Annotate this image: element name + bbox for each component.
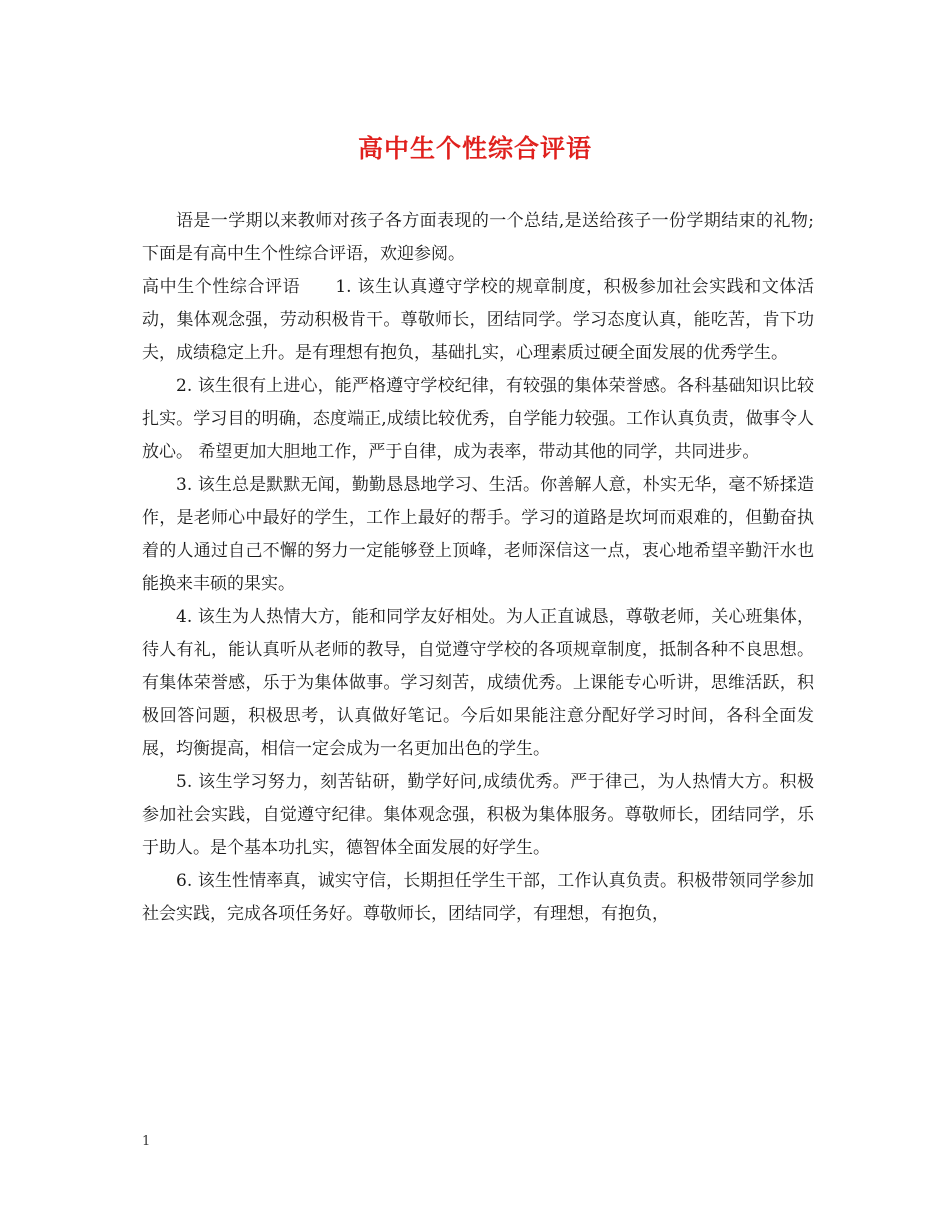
document-body (142, 205, 814, 931)
comment-paragraph-1: 高中生个性综合评语 1. 该生认真遵守学校的规章制度，积极参加社会实践和文体活动，集体观念强，劳动积极肯干。尊敬师长，团结同学。学习态度认真，能吃苦，肯下功夫，成绩稳定上升。是有理想有抱负，基础扎实，心理素质过硬全面发展的优秀学生。 (142, 277, 814, 363)
comment-paragraph-3: 3. 该生总是默默无闻，勤勤恳恳地学习、生活。你善解人意，朴实无华，毫不矫揉造作，是老师心中最好的学生，工作上最好的帮手。学习的道路是坎坷而艰难的，但勤奋执着的人通过自己不懈的努力一定能够登上顶峰，老师深信这一点，衷心地希望辛勤汗水也能换来丰硕的果实。 (142, 475, 814, 594)
intro-paragraph: 语是一学期以来教师对孩子各方面表现的一个总结,是送给孩子一份学期结束的礼物;下面是有高中生个性综合评语，欢迎参阅。 (142, 211, 814, 264)
comment-paragraph-4: 4. 该生为人热情大方，能和同学友好相处。为人正直诚恳，尊敬老师，关心班集体，待人有礼，能认真听从老师的教导，自觉遵守学校的各项规章制度，抵制各种不良思想。有集体荣誉感，乐于为集体做事。学习刻苦，成绩优秀。上课能专心听讲，思维活跃，积极回答问题，积极思考，认真做好笔记。今后如果能注意分配好学习时间，各科全面发展，均衡提高，相信一定会成为一名更加出色的学生。 (142, 607, 814, 759)
document-title: 高中生个性综合评语 (357, 134, 592, 163)
comment-paragraph-5: 5. 该生学习努力，刻苦钻研，勤学好问,成绩优秀。严于律己，为人热情大方。积极参加社会实践，自觉遵守纪律。集体观念强，积极为集体服务。尊敬师长，团结同学，乐于助人。是个基本功扎实，德智体全面发展的好学生。 (142, 772, 814, 858)
page-number: 1 (142, 1134, 151, 1149)
comment-paragraph-6: 6. 该生性情率真，诚实守信，长期担任学生干部，工作认真负责。积极带领同学参加社会实践，完成各项任务好。尊敬师长，团结同学，有理想，有抱负， (142, 871, 814, 924)
comment-paragraph-2: 2. 该生很有上进心，能严格遵守学校纪律，有较强的集体荣誉感。各科基础知识比较扎实。学习目的明确，态度端正,成绩比较优秀，自学能力较强。工作认真负责，做事令人放心。 希望更加大胆地工作，严于自律，成为表率，带动其他的同学，共同进步。 (142, 376, 814, 462)
